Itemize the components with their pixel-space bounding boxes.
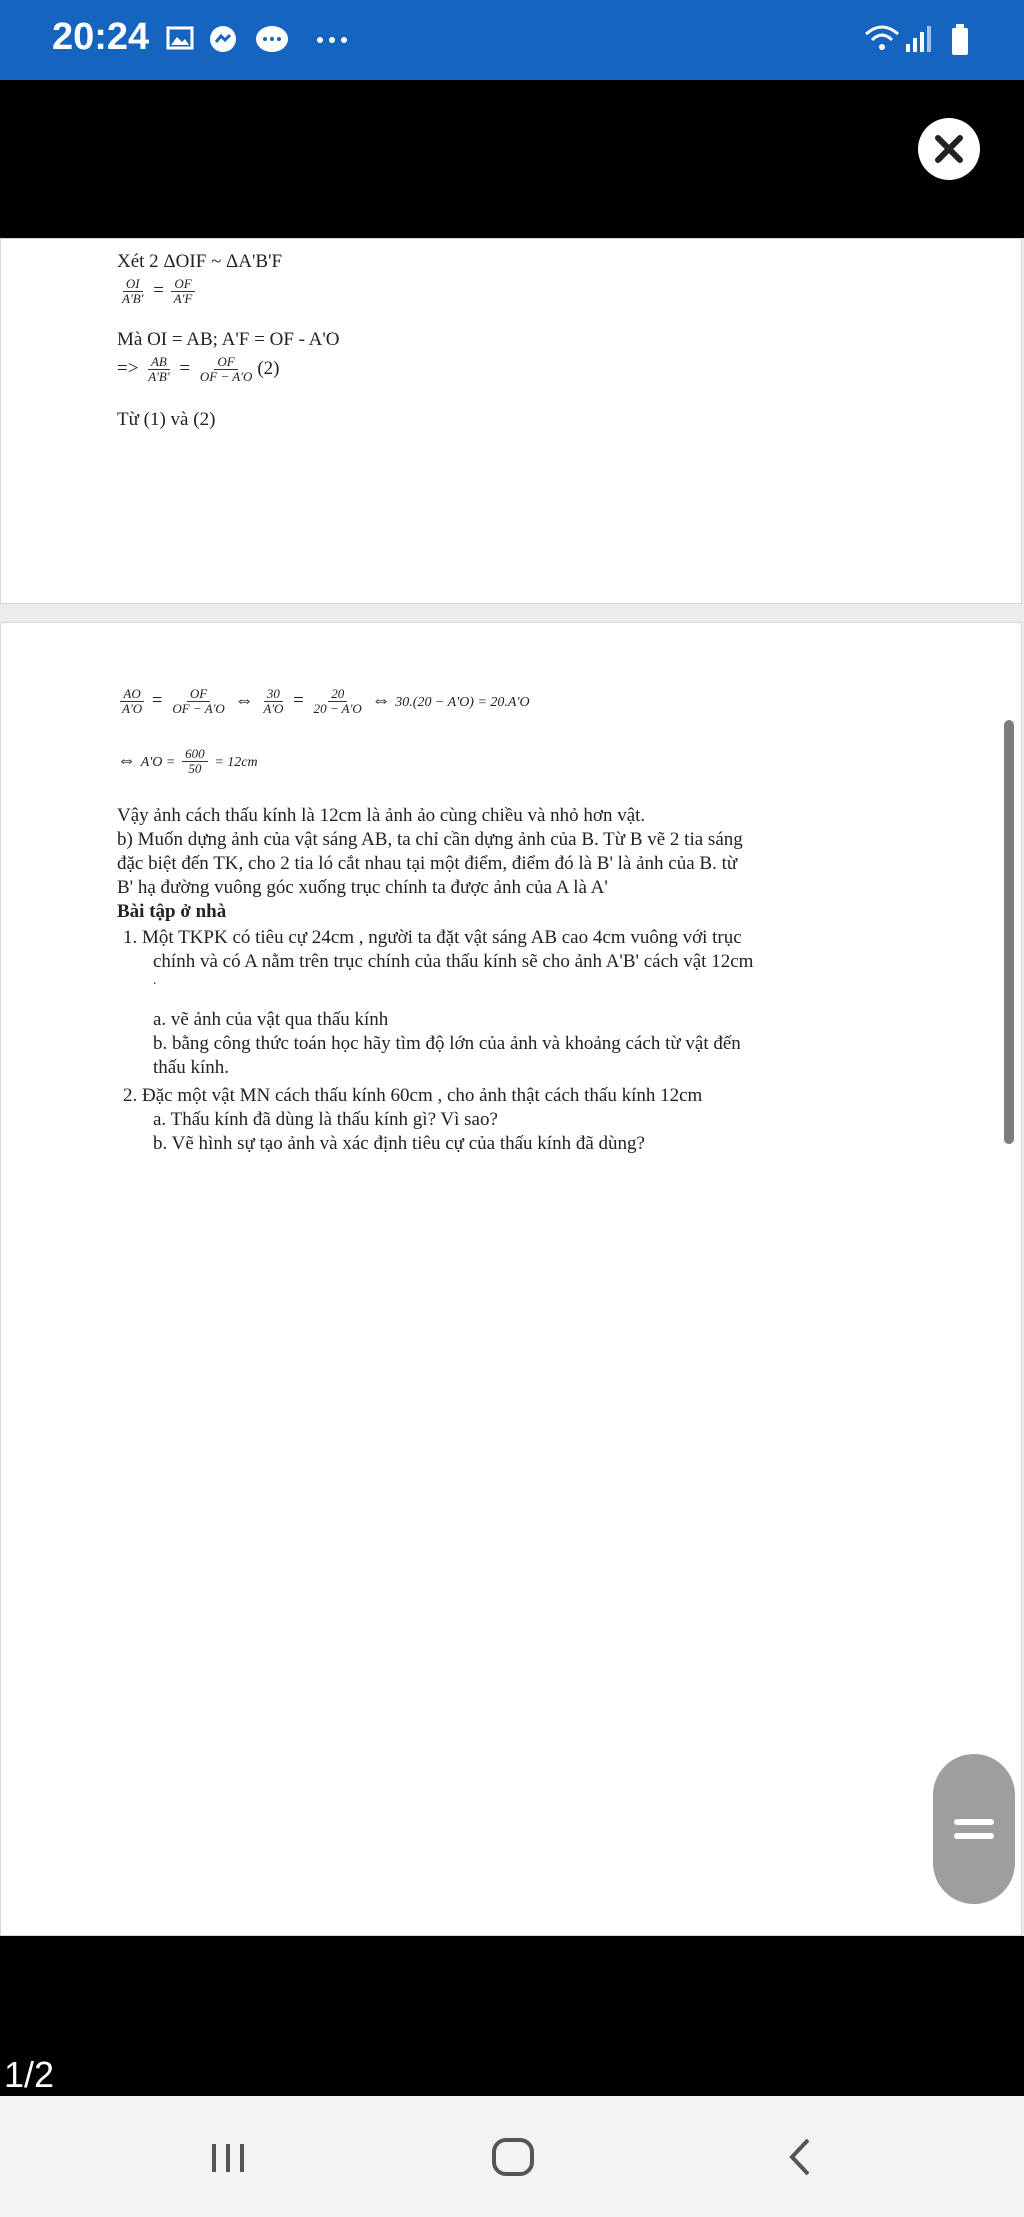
question-1-dot: . [153,973,157,988]
fraction: $\frac{30}{A'O}$ [263,686,284,716]
messenger-icon [208,24,238,54]
question-1-line2: chính và có A nằm trên trục chính của thấu kính sẽ cho ảnh A'B' cách vật 12cm [153,951,754,972]
question-1-part-b-line1: b. bằng công thức toán học hãy tìm độ lớn của ảnh và khoảng cách từ vật đến [153,1033,741,1054]
home-icon[interactable] [490,2136,536,2178]
battery-icon [950,24,970,56]
image-icon [166,24,194,52]
fraction: $\frac{20}{20 - A'O}$ [313,686,362,716]
more-dots-icon [316,36,348,44]
fraction: $\frac{OF}{OF - A'O}$ [199,354,253,384]
fraction: $\frac{OF}{OF - A'O}$ [172,686,225,716]
status-bar [0,0,1024,80]
document-page-2 [0,622,1022,1936]
paragraph-b-line2: đặc biệt đến TK, cho 2 tia ló cắt nhau tại một điểm, điểm đó là B' là ảnh của B. từ [117,853,738,874]
viewer-top-bar [0,80,1024,238]
page-indicator: 1/2 [4,2054,55,2095]
chat-bubble-icon [254,24,290,54]
fraction: $\frac{OI}{A'B'}$ [122,276,144,306]
fraction: $\frac{AO}{A'O}$ [122,686,143,716]
back-icon[interactable] [786,2136,816,2178]
paragraph-b-line1: b) Muốn dựng ảnh của vật sáng AB, ta chỉ cần dựng ảnh của B. Từ B vẽ 2 tia sáng [117,829,743,850]
document-page-1 [0,238,1022,604]
question-1-part-b-line2: thấu kính. [153,1057,229,1078]
page2-equation-1: $\frac{AO}{A'O}$ = $\frac{OF}{OF - A'O}$ ⇔ $\frac{30}{A'O}$ = $\frac{20}{20 - A'O}$ ⇔ 30.(20 − A'O) = 20.A'O [117,687,530,716]
scroll-handle[interactable] [1004,720,1014,1144]
page1-line-1: Xét 2 ΔOIF ~ ΔA'B'F [117,251,283,272]
paragraph-conclusion: Vậy ảnh cách thấu kính là 12cm là ảnh ảo cùng chiều và nhỏ hơn vật. [117,805,646,826]
wifi-icon [864,24,900,54]
status-time: 20:24 [52,16,150,58]
navigation-bar [0,2096,1024,2217]
recent-apps-icon[interactable] [208,2140,248,2176]
question-2-part-b: b. Vẽ hình sự tạo ảnh và xác định tiêu cự của thấu kính đã dùng? [153,1133,645,1154]
question-1-line1: 1. Một TKPK có tiêu cự 24cm , người ta đặt vật sáng AB cao 4cm vuông với trục [123,927,742,948]
page2-equation-2: ⇔ A'O = $\frac{600}{50}$ = 12cm [117,746,258,776]
menu-lines-icon [952,1815,996,1843]
page1-line-5: Từ (1) và (2) [117,409,216,430]
question-2-part-a: a. Thấu kính đã dùng là thấu kính gì? Vì sao? [153,1109,498,1130]
page1-line-3: Mà OI = AB; A'F = OF - A'O [117,329,340,350]
question-2: 2. Đặc một vật MN cách thấu kính 60cm , cho ảnh thật cách thấu kính 12cm [123,1085,703,1106]
page1-equation-1: $\frac{OI}{A'B'}$ = $\frac{OF}{A'F}$ [117,277,197,306]
viewer-bottom-bar [0,1936,1024,2096]
close-icon [932,132,966,166]
question-1-part-a: a. vẽ ảnh của vật qua thấu kính [153,1009,389,1030]
homework-heading: Bài tập ở nhà [117,901,227,922]
close-button[interactable] [918,118,980,180]
fraction: $\frac{AB}{A'B'}$ [148,354,170,384]
paragraph-b-line3: B' hạ đường vuông góc xuống trục chính ta được ảnh của A là A' [117,877,608,898]
signal-icon [904,24,934,54]
page1-equation-2: => $\frac{AB}{A'B'}$ = $\frac{OF}{OF - A'O}$ (2) [117,354,280,384]
page-menu-button[interactable] [933,1754,1015,1904]
fraction: $\frac{600}{50}$ [182,747,208,776]
fraction: $\frac{OF}{A'F}$ [171,277,196,306]
